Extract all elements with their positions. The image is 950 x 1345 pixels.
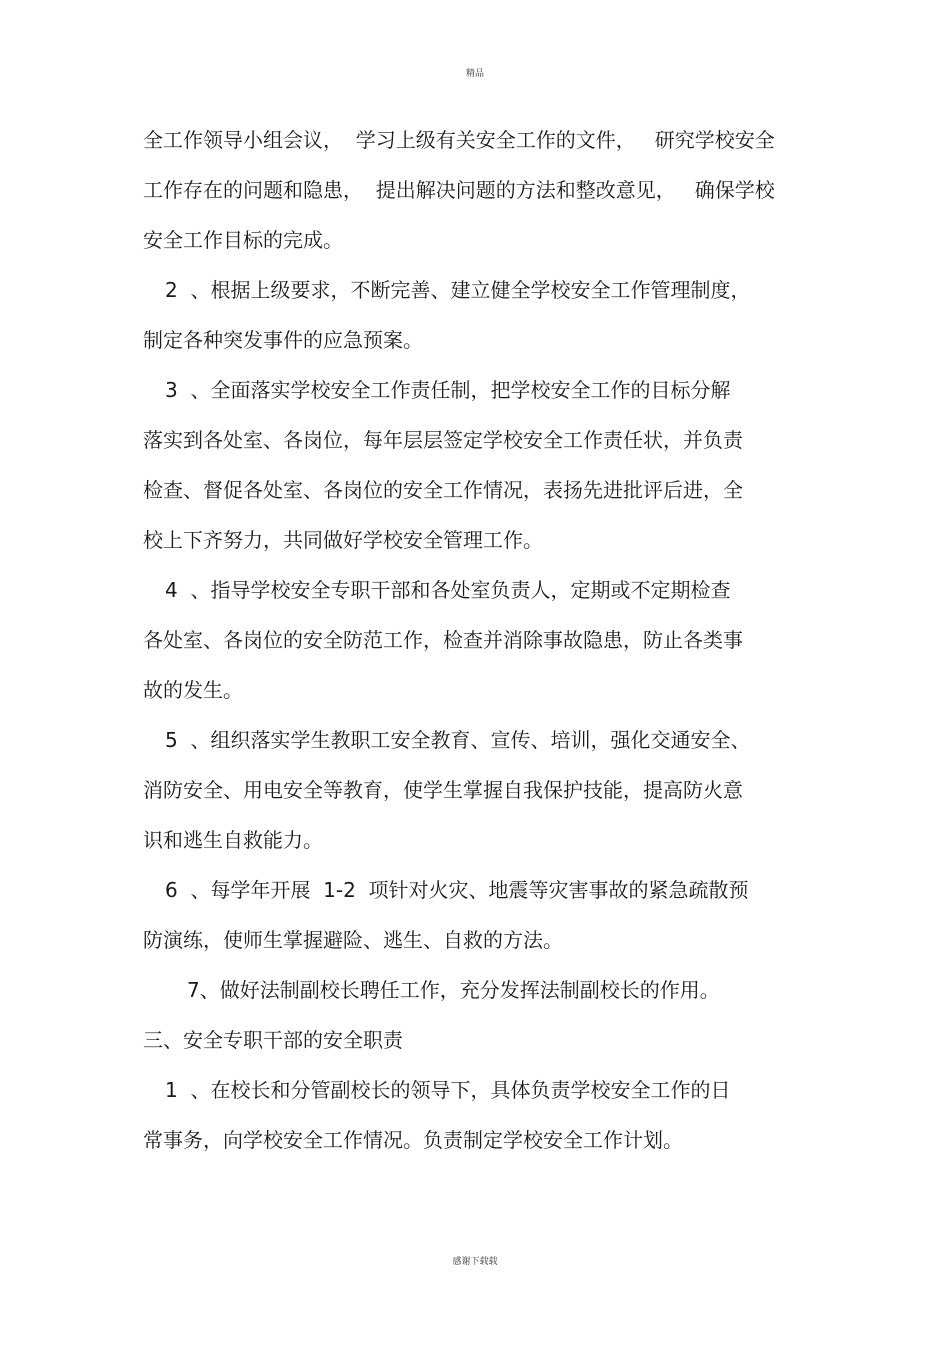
page-footer-mark: 感谢下载载 xyxy=(452,1257,498,1267)
text-line: 安全工作目标的完成。 xyxy=(143,228,343,252)
list-item-3: 3 、全面落实学校安全工作责任制，把学校安全工作的目标分解 xyxy=(165,378,731,402)
document-body xyxy=(143,124,823,1174)
text-line: 消防安全、用电安全等教育，使学生掌握自我保护技能，提高防火意 xyxy=(143,778,743,802)
text-line: 落实到各处室、各岗位，每年层层签定学校安全工作责任状，并负责 xyxy=(143,428,743,452)
list-item-1: 1 、在校长和分管副校长的领导下，具体负责学校安全工作的日 xyxy=(165,1078,731,1102)
text-line: 防演练，使师生掌握避险、逃生、自救的方法。 xyxy=(143,928,563,952)
list-item-5: 5 、组织落实学生教职工安全教育、宣传、培训，强化交通安全、 xyxy=(165,728,751,752)
list-item-2: 2 、根据上级要求，不断完善、建立健全学校安全工作管理制度， xyxy=(165,278,751,302)
page-header-mark: 精品 xyxy=(465,69,484,79)
text-line: 识和逃生自救能力。 xyxy=(143,828,323,852)
text-line: 检查、督促各处室、各岗位的安全工作情况，表扬先进批评后进，全 xyxy=(143,478,743,502)
text-line: 故的发生。 xyxy=(143,678,243,702)
list-item-4: 4 、指导学校安全专职干部和各处室负责人，定期或不定期检查 xyxy=(165,578,731,602)
list-item-6: 6 、每学年开展 1-2 项针对火灾、地震等灾害事故的紧急疏散预 xyxy=(165,878,749,902)
text-line: 校上下齐努力，共同做好学校安全管理工作。 xyxy=(143,528,543,552)
list-item-7: 7、做好法制副校长聘任工作，充分发挥法制副校长的作用。 xyxy=(187,978,720,1002)
section-heading: 三、安全专职干部的安全职责 xyxy=(143,1028,403,1052)
text-line: 常事务，向学校安全工作情况。负责制定学校安全工作计划。 xyxy=(143,1128,683,1152)
text-line: 工作存在的问题和隐患， 提出解决问题的方法和整改意见， 确保学校 xyxy=(143,178,775,202)
text-line: 各处室、各岗位的安全防范工作，检查并消除事故隐患，防止各类事 xyxy=(143,628,743,652)
text-line: 制定各种突发事件的应急预案。 xyxy=(143,328,423,352)
text-line: 全工作领导小组会议， 学习上级有关安全工作的文件， 研究学校安全 xyxy=(143,128,775,152)
